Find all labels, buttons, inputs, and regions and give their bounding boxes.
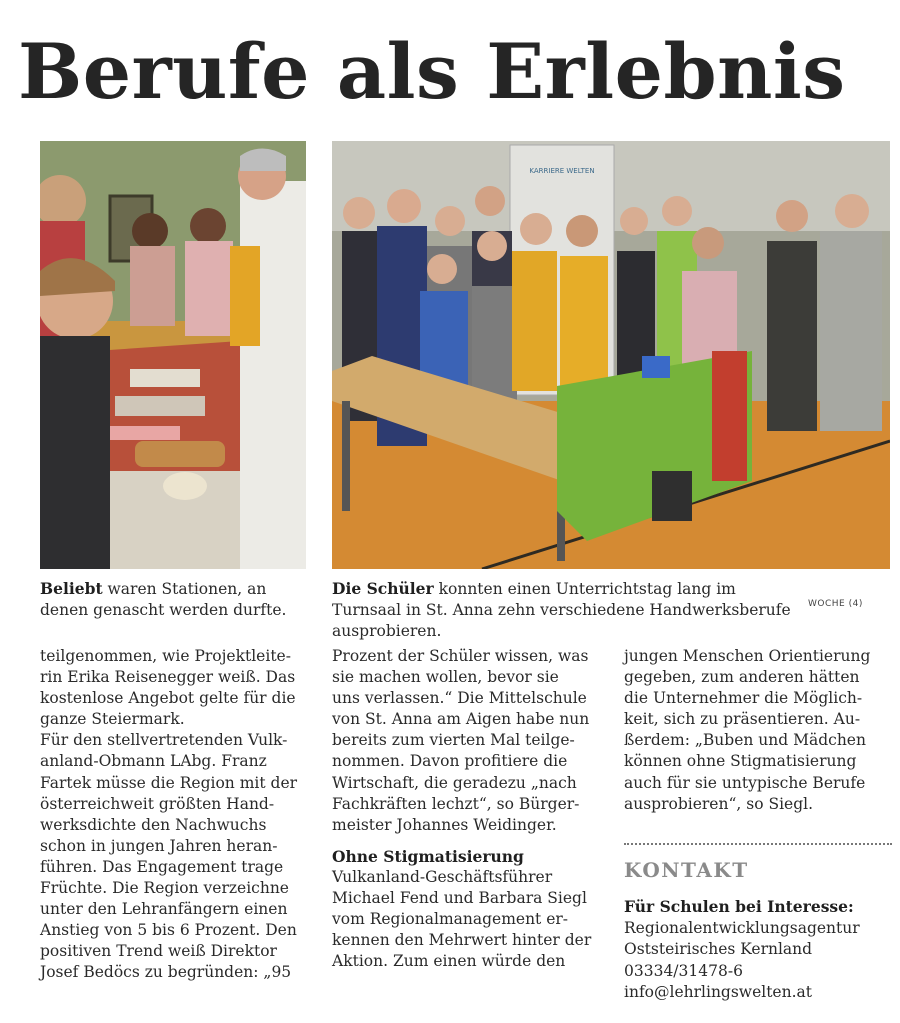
subhead-ohne-stigmatisierung: Ohne Stigmatisierung: [332, 846, 524, 866]
text-line: bereits zum vierten Mal teilge-: [332, 731, 575, 750]
text-line: Anstieg von 5 bis 6 Prozent. Den: [40, 921, 297, 940]
article-column-1: [40, 646, 312, 984]
text-line: meister Johannes Weidinger.: [332, 815, 557, 834]
caption-left-lead: Beliebt: [40, 579, 103, 598]
text-line: Prozent der Schüler wissen, was: [332, 647, 589, 665]
caption-right-text: konnten einen Unterrichtstag lang im Turnsaal in St. Anna zehn verschiedene Handwerksberufe ausprobieren.: [332, 580, 791, 640]
text-line: können ohne Stigmatisierung: [624, 752, 857, 771]
text-line: Josef Bedöcs zu begründen: „95: [40, 963, 292, 982]
text-line: nommen. Davon profitiere die: [332, 752, 568, 771]
text-line: führen. Das Engagement trage: [40, 857, 284, 876]
kontakt-line: Regionalentwicklungsagentur: [624, 918, 860, 937]
text-line: die Unternehmer die Möglich-: [624, 689, 863, 708]
text-line: kennen den Mehrwert hinter der: [332, 931, 592, 950]
text-line: rin Erika Reisenegger weiß. Das: [40, 668, 296, 687]
text-line: Aktion. Zum einen würde den: [332, 952, 566, 971]
text-line: kostenlose Angebot gelte für die: [40, 689, 296, 708]
caption-right: [332, 578, 802, 642]
text-line: ganze Steiermark.: [40, 710, 185, 729]
caption-right-lead: Die Schüler: [332, 579, 434, 598]
kontakt-divider: [624, 843, 892, 845]
kontakt-email: info@lehrlingswelten.at: [624, 983, 812, 1001]
photo-banner-text: KARRIERE WELTEN: [529, 167, 595, 175]
text-line: positiven Trend weiß Direktor: [40, 942, 277, 961]
text-line: Fartek müsse die Region mit der: [40, 773, 298, 792]
text-line: von St. Anna am Aigen habe nun: [332, 710, 590, 729]
text-line: teilgenommen, wie Projektleite-: [40, 647, 291, 665]
text-line: Früchte. Die Region verzeichne: [40, 879, 289, 898]
photo-students-gym: [332, 141, 890, 569]
kontakt-title: KONTAKT: [624, 858, 749, 882]
caption-left-text: waren Stationen, an denen genascht werden durfte.: [40, 580, 287, 619]
text-line: auch für sie untypische Berufe: [624, 773, 866, 792]
text-line: Vulkanland-Geschäftsführer: [332, 867, 553, 886]
caption-left: [40, 578, 310, 621]
text-line: keit, sich zu präsentieren. Au-: [624, 710, 861, 729]
article-column-3: [624, 646, 892, 815]
text-line: unter den Lehranfängern einen: [40, 900, 288, 919]
photo-baking-station: [40, 141, 306, 569]
text-line: uns verlassen.“ Die Mittelschule: [332, 689, 587, 708]
kontakt-line: Oststeirisches Kernland: [624, 940, 813, 958]
text-line: Michael Fend und Barbara Siegl: [332, 888, 587, 907]
article-column-2: [332, 646, 604, 972]
text-line: werksdichte den Nachwuchs: [40, 815, 267, 834]
kontakt-heading: Für Schulen bei Interesse:: [624, 897, 854, 916]
text-line: jungen Menschen Orientierung: [624, 647, 871, 665]
kontakt-phone: 03334/31478-6: [624, 961, 743, 980]
text-line: anland-Obmann LAbg. Franz: [40, 752, 267, 771]
text-line: ßerdem: „Buben und Mädchen: [624, 731, 866, 750]
text-line: gegeben, zum anderen hätten: [624, 668, 860, 687]
text-line: vom Regionalmanagement er-: [332, 910, 569, 929]
text-line: sie machen wollen, bevor sie: [332, 668, 559, 687]
text-line: schon in jungen Jahren heran-: [40, 836, 278, 855]
photo-credit: WOCHE (4): [808, 599, 863, 609]
kontakt-box: [624, 896, 892, 1004]
text-line: ausprobieren“, so Siegl.: [624, 794, 814, 813]
headline: Berufe als Erlebnis: [18, 27, 846, 116]
text-line: Wirtschaft, die geradezu „nach: [332, 773, 577, 792]
text-line: Für den stellvertretenden Vulk-: [40, 731, 288, 750]
text-line: österreichweit größten Hand-: [40, 794, 275, 813]
text-line: Fachkräften lechzt“, so Bürger-: [332, 794, 580, 813]
